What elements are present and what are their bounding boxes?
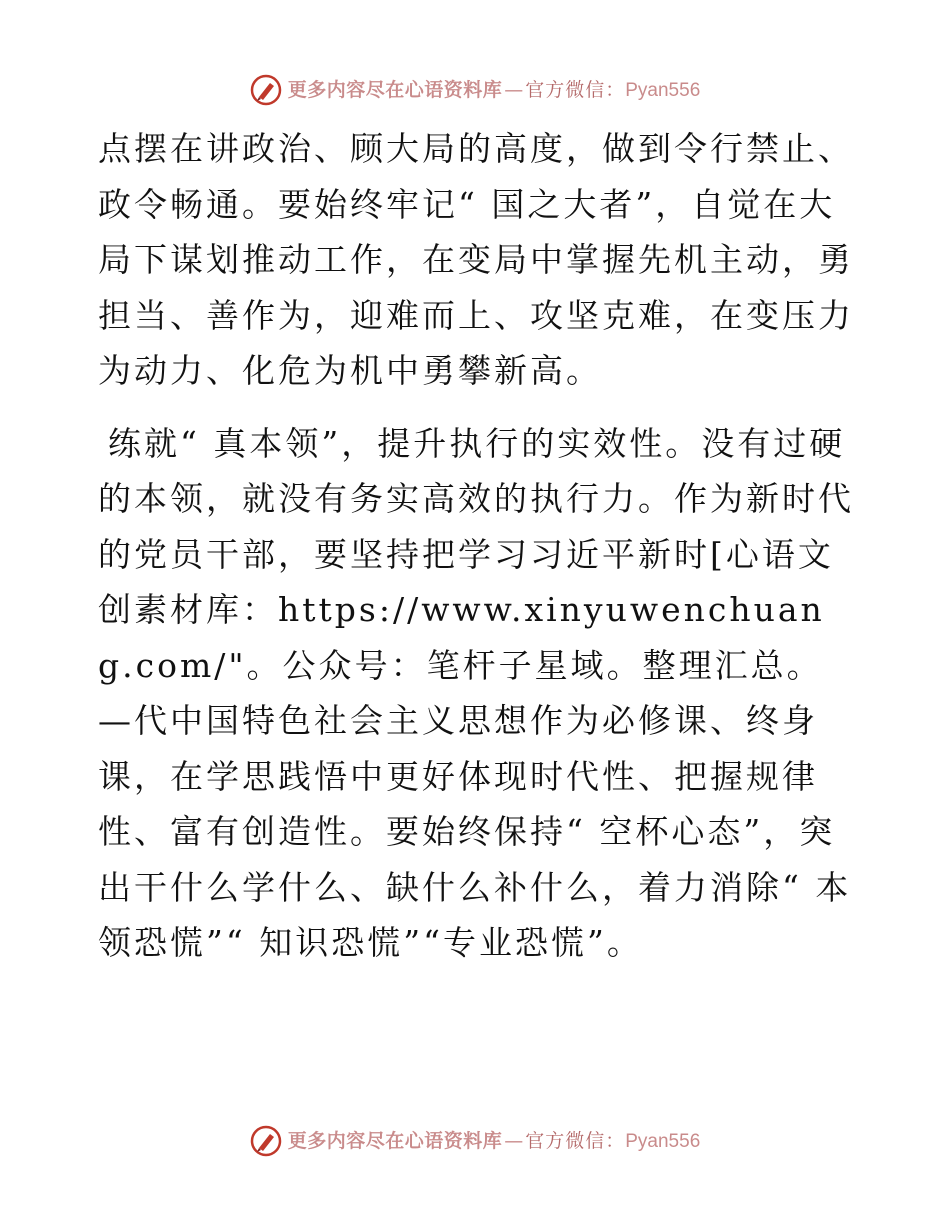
paragraph-2-line: 的本领，就没有务实高效的执行力。作为新时代的: [98, 479, 854, 574]
footer-wechat-id: Pyan556: [625, 1130, 701, 1152]
paragraph-2-line: 材库：https://www.xinyuwenchuang.com/"。公众: [98, 590, 825, 685]
paragraph-2-line: 现时代性、把握规律性、富有创造性。要始终保: [98, 756, 818, 851]
paragraph-2-line: 什么，着力消除“ 本领恐慌”“ 知识恐慌”“: [98, 867, 852, 962]
footer-separator: —: [504, 1129, 524, 1152]
paragraph-1-line: 力、化危为机中勇攀新高。: [170, 351, 602, 390]
paragraph-1-line: 当、善作为，迎难而上、攻坚克难，在变压力为动: [98, 295, 854, 390]
paragraph-1-line: 下谋划推动工作，在变局中掌握先机主动，勇担: [98, 240, 854, 335]
paragraph-2-line: 号：笔杆子星域。整理汇总。—代中国特色社会主: [98, 645, 823, 740]
paragraph-2: [98, 416, 858, 971]
paragraph-2-line: 持“ 空杯心态”，突出干什么学什么、缺什么补: [98, 812, 836, 907]
document-body: [98, 121, 858, 971]
paragraph-2-line: 专业恐慌”。: [442, 923, 643, 962]
paragraph-1-line: 点摆在讲政治、顾大局的高度，做到令行禁止、政: [98, 129, 854, 224]
paragraph-2-line: 练就“ 真本领”，提升执行的实效性。没有过硬: [108, 423, 846, 463]
pen-logo-icon: [250, 74, 282, 106]
footer-brand-text: 更多内容尽在心语资料库: [287, 1129, 503, 1152]
header-banner: [0, 70, 950, 110]
pen-logo-icon: [250, 1125, 282, 1157]
footer-banner: [0, 1121, 950, 1161]
header-brand-text: 更多内容尽在心语资料库: [287, 78, 503, 101]
footer-wechat-label: 官方微信：: [525, 1129, 626, 1152]
header-separator: —: [504, 78, 524, 101]
paragraph-1: [98, 121, 858, 399]
header-wechat-label: 官方微信：: [525, 78, 626, 101]
header-wechat-id: Pyan556: [625, 79, 701, 101]
paragraph-2-line: 党员干部，要坚持把学习习近平新时[心语文创素: [98, 534, 834, 629]
paragraph-1-line: 令畅通。要始终牢记“ 国之大者”，自觉在大局: [98, 184, 836, 279]
paragraph-2-line: 义思想作为必修课、终身课，在学思践悟中更好体: [98, 701, 818, 796]
